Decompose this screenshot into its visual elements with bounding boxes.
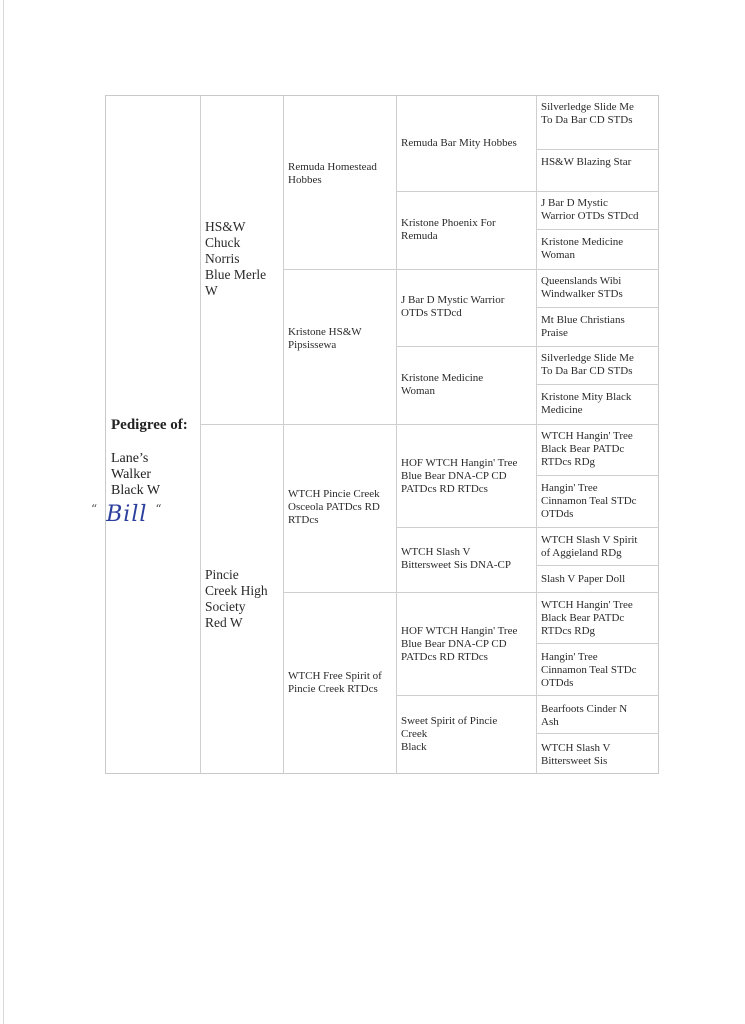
row-divider [283, 592, 659, 593]
pedigree-title: Pedigree of: [111, 417, 188, 433]
gg-grandparent-name: Queenslands Wibi Windwalker STDs [541, 275, 623, 300]
row-divider [536, 149, 659, 150]
nickname-text: Bill [106, 502, 148, 527]
row-divider [283, 269, 659, 270]
gg-grandparent-name: WTCH Hangin' Tree Black Bear PATDc RTDcs RDg [541, 599, 633, 637]
column-divider [396, 96, 397, 773]
gg-grandparent-name: Hangin' Tree Cinnamon Teal STDc OTDds [541, 651, 637, 689]
row-divider [396, 346, 659, 347]
great-grandparent-name: J Bar D Mystic Warrior OTDs STDcd [401, 294, 505, 319]
gg-grandparent-name: Slash V Paper Doll [541, 573, 626, 585]
column-divider [283, 96, 284, 773]
great-grandparent-name: HOF WTCH Hangin' Tree Blue Bear DNA-CP CD PATDcs RD RTDcs [401, 457, 518, 495]
quote-mark: “ [91, 502, 99, 516]
gg-grandparent-name: Silverledge Slide Me To Da Bar CD STDs [541, 101, 634, 126]
gg-grandparent-name: HS&W Blazing Star [541, 156, 632, 168]
gg-grandparent-name: Kristone Medicine Woman [541, 236, 624, 261]
column-divider [536, 96, 537, 773]
gg-grandparent-name: WTCH Slash V Bittersweet Sis [541, 742, 611, 767]
great-grandparent-name: WTCH Slash V Bittersweet Sis DNA-CP [401, 546, 511, 571]
row-divider [396, 191, 659, 192]
row-divider [536, 733, 659, 734]
grandparent-name: Remuda Homestead Hobbes [288, 161, 377, 186]
grandparent-name: Kristone HS&W Pipsissewa [288, 326, 362, 351]
row-divider [536, 475, 659, 476]
grandparent-name: WTCH Pincie Creek Osceola PATDcs RD RTDcs [288, 488, 380, 526]
gg-grandparent-name: WTCH Hangin' Tree Black Bear PATDc RTDcs RDg [541, 430, 633, 468]
row-divider [536, 229, 659, 230]
sire-name: HS&W Chuck Norris Blue Merle W [205, 219, 267, 298]
great-grandparent-name: Remuda Bar Mity Hobbes [401, 137, 517, 149]
row-divider [536, 643, 659, 644]
great-grandparent-name: HOF WTCH Hangin' Tree Blue Bear DNA-CP CD PATDcs RD RTDcs [401, 625, 518, 663]
gg-grandparent-name: Silverledge Slide Me To Da Bar CD STDs [541, 352, 634, 377]
gg-grandparent-name: J Bar D Mystic Warrior OTDs STDcd [541, 197, 639, 222]
scan-edge [3, 0, 4, 1024]
grandparent-name: WTCH Free Spirit of Pincie Creek RTDcs [288, 670, 382, 695]
row-divider [396, 695, 659, 696]
gg-grandparent-name: Kristone Mity Black Medicine [541, 391, 632, 416]
handwritten-nickname [91, 502, 163, 527]
gg-grandparent-name: WTCH Slash V Spirit of Aggieland RDg [541, 534, 638, 559]
gg-grandparent-name: Mt Blue Christians Praise [541, 314, 625, 339]
gg-grandparent-name: Bearfoots Cinder N Ash [541, 703, 628, 728]
great-grandparent-name: Kristone Phoenix For Remuda [401, 217, 496, 242]
great-grandparent-name: Sweet Spirit of Pincie Creek Black [401, 715, 498, 753]
quote-mark: “ [155, 502, 163, 516]
great-grandparent-name: Kristone Medicine Woman [401, 372, 484, 397]
row-divider [536, 565, 659, 566]
dam-name: Pincie Creek High Society Red W [205, 567, 268, 630]
column-divider [200, 96, 201, 773]
gg-grandparent-name: Hangin' Tree Cinnamon Teal STDc OTDds [541, 482, 637, 520]
row-divider [536, 384, 659, 385]
row-divider [536, 307, 659, 308]
pedigree-chart [91, 95, 659, 774]
subject-name: Lane’s Walker Black W [111, 451, 161, 498]
row-divider [396, 527, 659, 528]
row-divider [200, 424, 659, 425]
